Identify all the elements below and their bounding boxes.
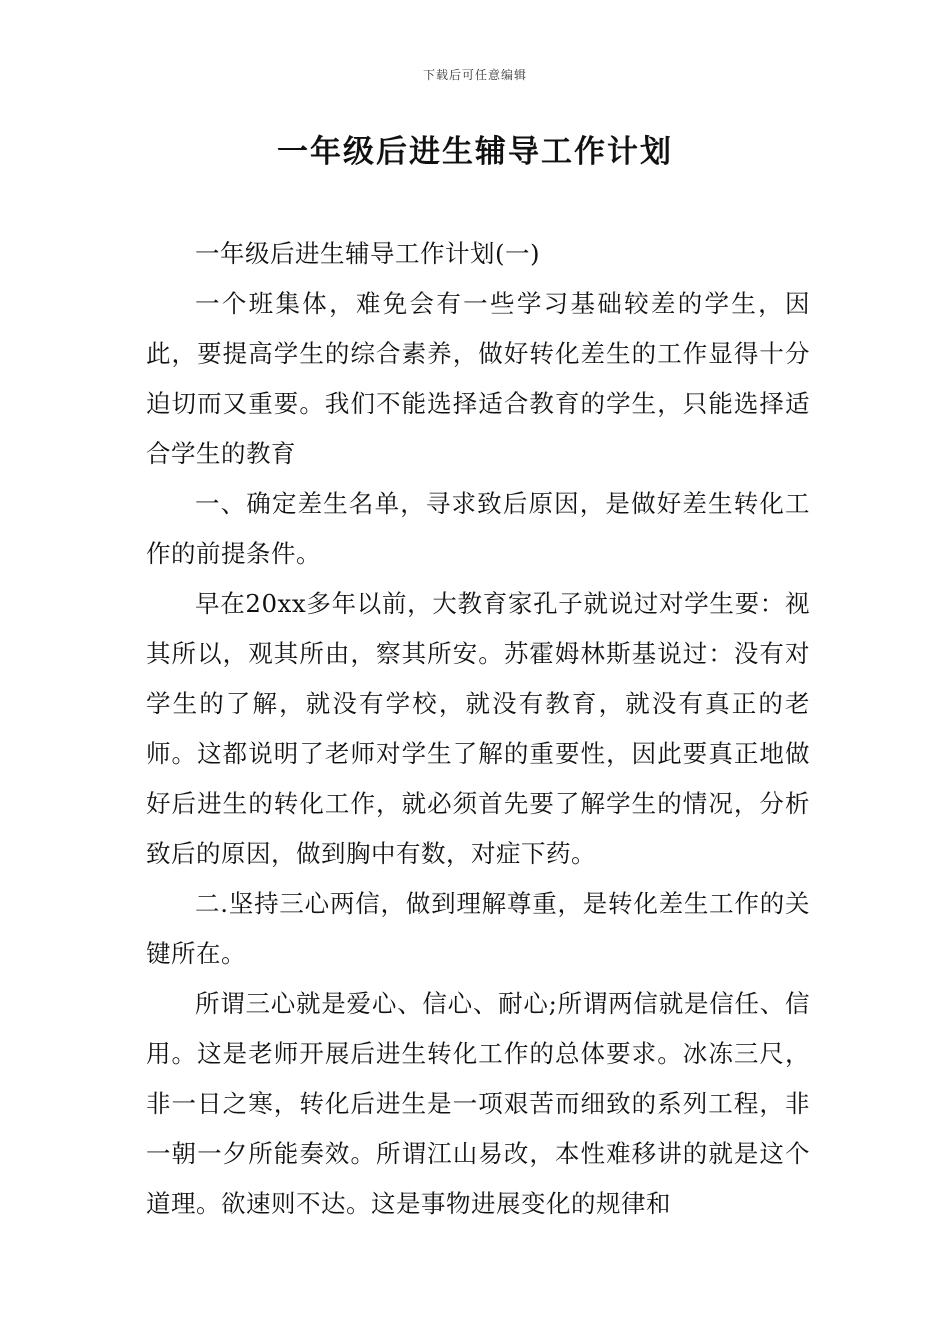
document-title: 一年级后进生辅导工作计划 [277,134,673,170]
paragraph: 一个班集体，难免会有一些学习基础较差的学生，因此，要提高学生的综合素养，做好转化差生的工作显得十分迫切而又重要。我们不能选择适合教育的学生，只能选择适合学生的教育 [146,289,810,468]
paragraph-subtitle: 一年级后进生辅导工作计划(一) [195,239,541,268]
paragraph: 所谓三心就是爱心、信心、耐心;所谓两信就是信任、信用。这是老师开展后进生转化工作的总体要求。冰冻三尺，非一日之寒，转化后进生是一项艰苦而细致的系列工程，非一朝一夕所能奏效。所谓江山易改，本性难移讲的就是这个道理。欲速则不达。这是事物进展变化的规律和 [146,989,810,1218]
header-note: 下载后可任意编辑 [422,68,527,82]
document-body [146,229,810,1229]
paragraph: 早在20xx多年以前，大教育家孔子就说过对学生要：视其所以，观其所由，察其所安。苏霍姆林斯基说过：没有对学生的了解，就没有学校，就没有教育，就没有真正的老师。这都说明了老师对学生了解的重要性，因此要真正地做好后进生的转化工作，就必须首先要了解学生的情况，分析致后的原因，做到胸中有数，对症下药。 [146,589,810,868]
paragraph-section-heading: 一、确定差生名单，寻求致后原因，是做好差生转化工作的前提条件。 [146,489,810,568]
paragraph-section-heading: 二.坚持三心两信，做到理解尊重，是转化差生工作的关键所在。 [146,889,810,968]
